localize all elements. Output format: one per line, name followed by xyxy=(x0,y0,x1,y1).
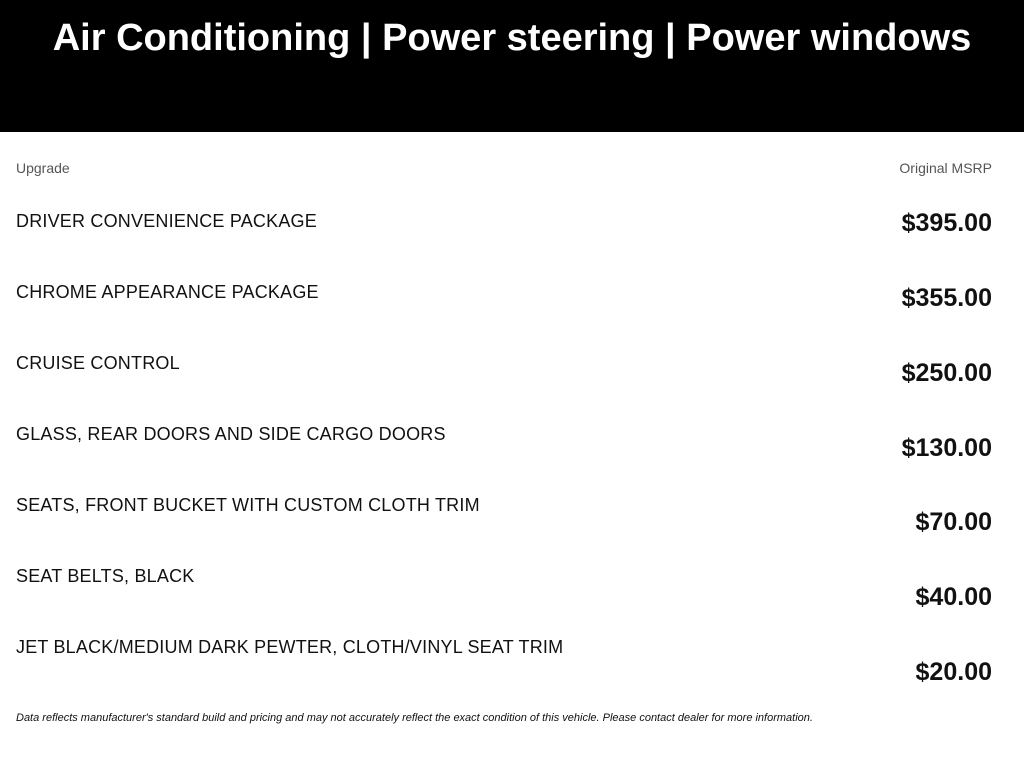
table-row xyxy=(16,352,992,422)
upgrade-name: SEAT BELTS, BLACK xyxy=(16,566,195,586)
table-row xyxy=(16,565,992,635)
upgrade-name: CHROME APPEARANCE PACKAGE xyxy=(16,282,319,302)
table-row xyxy=(16,423,992,493)
upgrade-price: $355.00 xyxy=(901,284,992,312)
upgrade-name: JET BLACK/MEDIUM DARK PEWTER, CLOTH/VINYL SEAT TRIM xyxy=(16,637,564,657)
upgrade-name: GLASS, REAR DOORS AND SIDE CARGO DOORS xyxy=(16,424,446,444)
upgrade-price: $40.00 xyxy=(915,583,992,611)
upgrade-price: $130.00 xyxy=(901,434,992,462)
table-row xyxy=(16,210,992,280)
upgrade-name: SEATS, FRONT BUCKET WITH CUSTOM CLOTH TRIM xyxy=(16,495,480,515)
table-row xyxy=(16,636,992,706)
upgrade-price: $395.00 xyxy=(901,209,992,237)
table-row xyxy=(16,281,992,351)
upgrade-name: CRUISE CONTROL xyxy=(16,353,180,373)
table-header xyxy=(16,160,992,180)
upgrade-price: $70.00 xyxy=(915,508,992,536)
header-ghost-text xyxy=(720,60,980,78)
upgrade-name: DRIVER CONVENIENCE PACKAGE xyxy=(16,211,317,231)
column-header-upgrade: Upgrade xyxy=(16,160,70,176)
table-row xyxy=(16,494,992,564)
upgrade-price: $250.00 xyxy=(901,359,992,387)
header-title: Air Conditioning | Power steering | Power windows xyxy=(52,17,972,59)
column-header-msrp: Original MSRP xyxy=(899,160,992,176)
disclaimer-text: Data reflects manufacturer's standard build and pricing and may not accurately reflect the exact condition of this vehicle. Please contact dealer for more information. xyxy=(16,712,813,724)
header-banner xyxy=(0,0,1024,132)
upgrade-price: $20.00 xyxy=(915,658,992,686)
